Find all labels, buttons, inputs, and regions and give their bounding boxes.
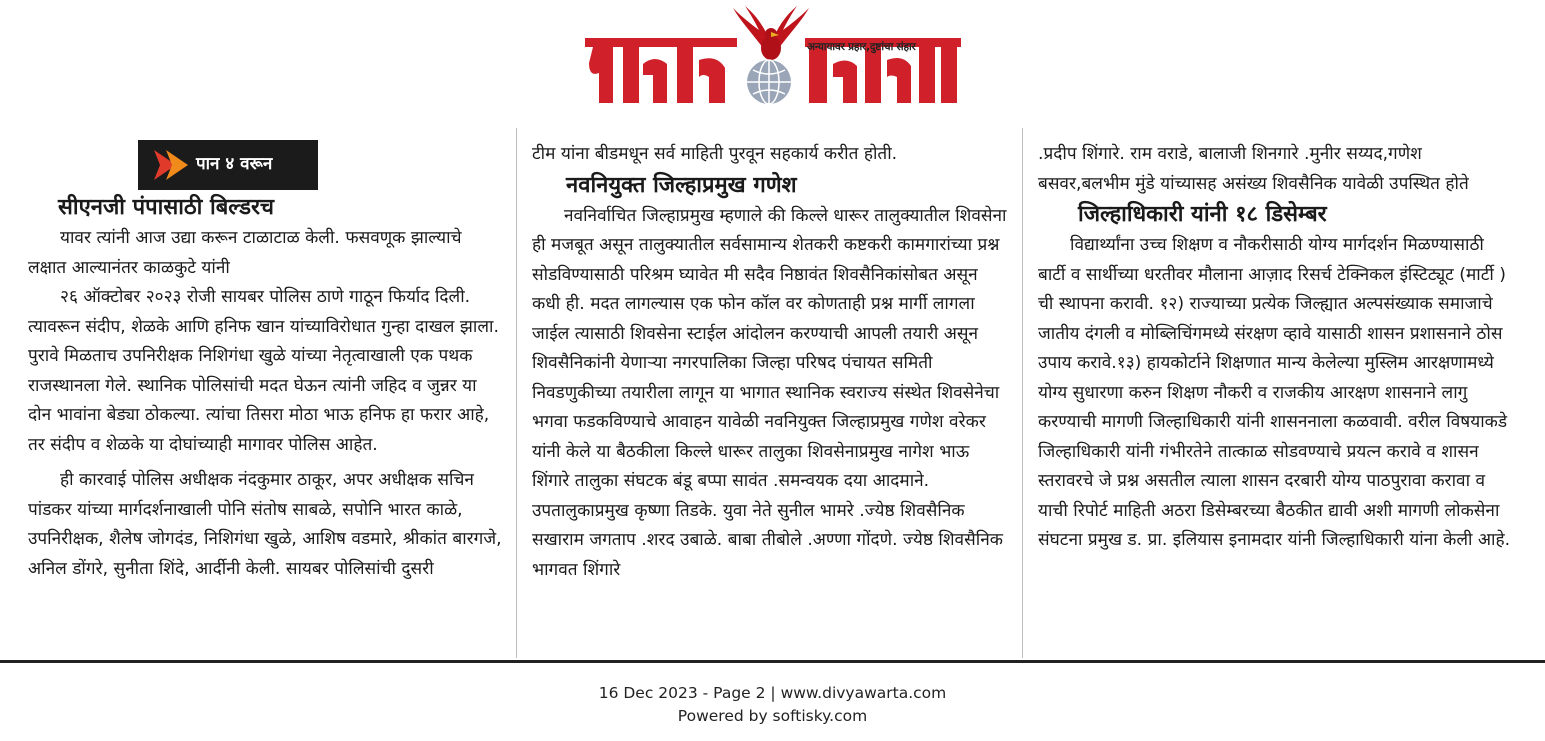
article-headline: नवनियुक्त जिल्हाप्रमुख गणेश	[566, 172, 797, 198]
article-headline: सीएनजी पंपासाठी बिल्डरच	[58, 195, 275, 220]
article-paragraph: .प्रदीप शिंगारे. राम वराडे, बालाजी शिनगारे .मुनीर सय्यद,गणेश बसवर,बलभीम मुंडे यांच्यासह असंख्य शिवसैनिक यावेळी उपस्थित होते	[1038, 144, 1469, 194]
column-3	[1038, 140, 1513, 556]
column-1	[28, 140, 503, 584]
article-paragraph: २६ ऑक्टोबर २०२३ रोजी सायबर पोलिस ठाणे गाठून फिर्याद दिली. त्यावरून संदीप, शेळके आणि हनिफ खान यांच्याविरोधात गुन्हा दाखल झाला. पुरावे मिळताच उपनिरीक्षक निशिगंधा खुळे यांच्या नेतृत्वाखाली एक पथक राजस्थानला गेले. स्थानिक पोलिसांची मदत घेऊन त्यांनी जहिद व जुन्नर या दोन भावांना बेड्या ठोकल्या. त्यांचा तिसरा मोठा भाऊ हनिफ हा फरार आहे, तर संदीप व शेळके या दोघांच्याही मागावर पोलिस आहेत.	[28, 287, 499, 455]
eagle-icon	[733, 6, 809, 60]
article-paragraph: ही कारवाई पोलिस अधीक्षक नंदकुमार ठाकूर, अपर अधीक्षक सचिन पांडकर यांच्या मार्गदर्शनाखाली पोनि संतोष साबळे, सपोनि भारत काळे, उपनिरीक्षक, शैलेष जोगदंड, निशिगंधा खुळे, आशिष वडमारे, श्रीकांत बारगजे, अनिल डोंगरे, सुनीता शिंदे, आर्दीनी केली. सायबर पोलिसांची दुसरी	[28, 470, 502, 579]
continued-from-tag	[138, 140, 318, 190]
column-2	[532, 140, 1007, 585]
globe-icon	[747, 60, 791, 104]
bottom-rule	[0, 660, 1545, 663]
article-paragraph: यावर त्यांनी आज उद्या करून टाळाटाळ केली. फसवणूक झाल्याचे लक्षात आल्यानंतर काळकुटे यांनी	[28, 228, 462, 278]
masthead-tagline: अन्यायावर प्रहार,दुष्टांचा संहार	[807, 41, 916, 53]
article-paragraph: नवनिर्वाचित जिल्हाप्रमुख म्हणाले की किल्ले धारूर तालुक्यातील शिवसेना ही मजबूत असून तालुक्यातील सर्वसामान्य शेतकरी कष्टकरी कामगारांच्या प्रश्न सोडविण्यासाठी परिश्रम घ्यावेत मी सदैव निष्ठावंत शिवसैनिकांसोबत असून कधी ही. मदत लागल्यास एक फोन कॉल वर कोणताही प्रश्न मार्गी लागला जाईल त्यासाठी शिवसेना स्टाईल आंदोलन करण्याची आपली तयारी असून शिवसैनिकांनी येणाऱ्या नगरपालिका जिल्हा परिषद पंचायत समिती निवडणुकीच्या तयारीला लागून या भागात स्थानिक स्वराज्य संस्थेत शिवसेनेचा भगवा फडकविण्याचे आवाहन यावेळी नवनियुक्त जिल्हाप्रमुख गणेश वरेकर यांनी केले या बैठकीला किल्ले धारूर तालुका शिवसेनाप्रमुख नागेश भाऊ शिंगारे तालुका संघटक बंडू बप्पा सावंत .समन्वयक दया आदमाने. उपतालुकाप्रमुख कृष्णा तिडके. युवा नेते सुनील भामरे .ज्येष्ठ शिवसैनिक सखाराम जगताप .शरद उबाळे. बाबा तीबोले .अण्णा गोंदणे. ज्येष्ठ शिवसैनिक भागवत शिंगारे	[532, 205, 1007, 580]
play-arrow-icon	[152, 148, 192, 182]
footer-date-page: 16 Dec 2023 - Page 2 | www.divyawarta.com	[598, 684, 947, 702]
page-footer	[0, 682, 1545, 728]
footer-powered-by: Powered by softisky.com	[677, 707, 868, 725]
article-headline: जिल्हाधिकारी यांनी १८ डिसेम्बर	[1078, 202, 1327, 227]
article-paragraph: टीम यांना बीडमधून सर्व माहिती पुरवून सहकार्य करीत होती.	[532, 144, 898, 164]
continued-from-label: पान ४ वरून	[196, 154, 273, 175]
article-paragraph: विद्यार्थ्यांना उच्च शिक्षण व नौकरीसाठी योग्य मार्गदर्शन मिळण्यासाठी बार्टी व सार्थीच्या धरतीवर मौलाना आज़ाद रिसर्च टेक्निकल इंस्टिट्यूट (मार्टी ) ची स्थापना करावी. १२) राज्याच्या प्रत्येक जिल्ह्यात अल्पसंख्याक समाजाचे जातीय दंगली व मोब्लिचिंगमध्ये संरक्षण व्हावे यासाठी शासन प्रशासनाने ठोस उपाय करावे.१३) हायकोर्टाने शिक्षणात मान्य केलेल्या मुस्लिम आरक्षणामध्ये योग्य सुधारणा करुन शिक्षण नौकरी व राजकीय आरक्षण शासनाने लागु करण्याची मागणी जिल्हाधिकारी यांनी शासननाला कळवावी. वरील विषयाकडे जिल्हाधिकारी यांनी गंभीरतेने तात्काळ सोडवण्याचे प्रयत्न करावे व शासन स्तरावरचे जे प्रश्न असतील त्याला शासन दरबारी योग्य पाठपुरावा करावा व याची रिपोर्ट माहिती अठरा डिसेम्बरच्या बैठकीत द्यावी अशी मागणी लोकसेना संघटना प्रमुख ड. प्रा. इलियास इनामदार यांनी जिल्हाधिकारी यांना केली आहे.	[1038, 235, 1511, 550]
column-separator	[1022, 128, 1023, 658]
masthead-logo	[583, 4, 963, 116]
masthead	[583, 4, 963, 116]
column-separator	[516, 128, 517, 658]
